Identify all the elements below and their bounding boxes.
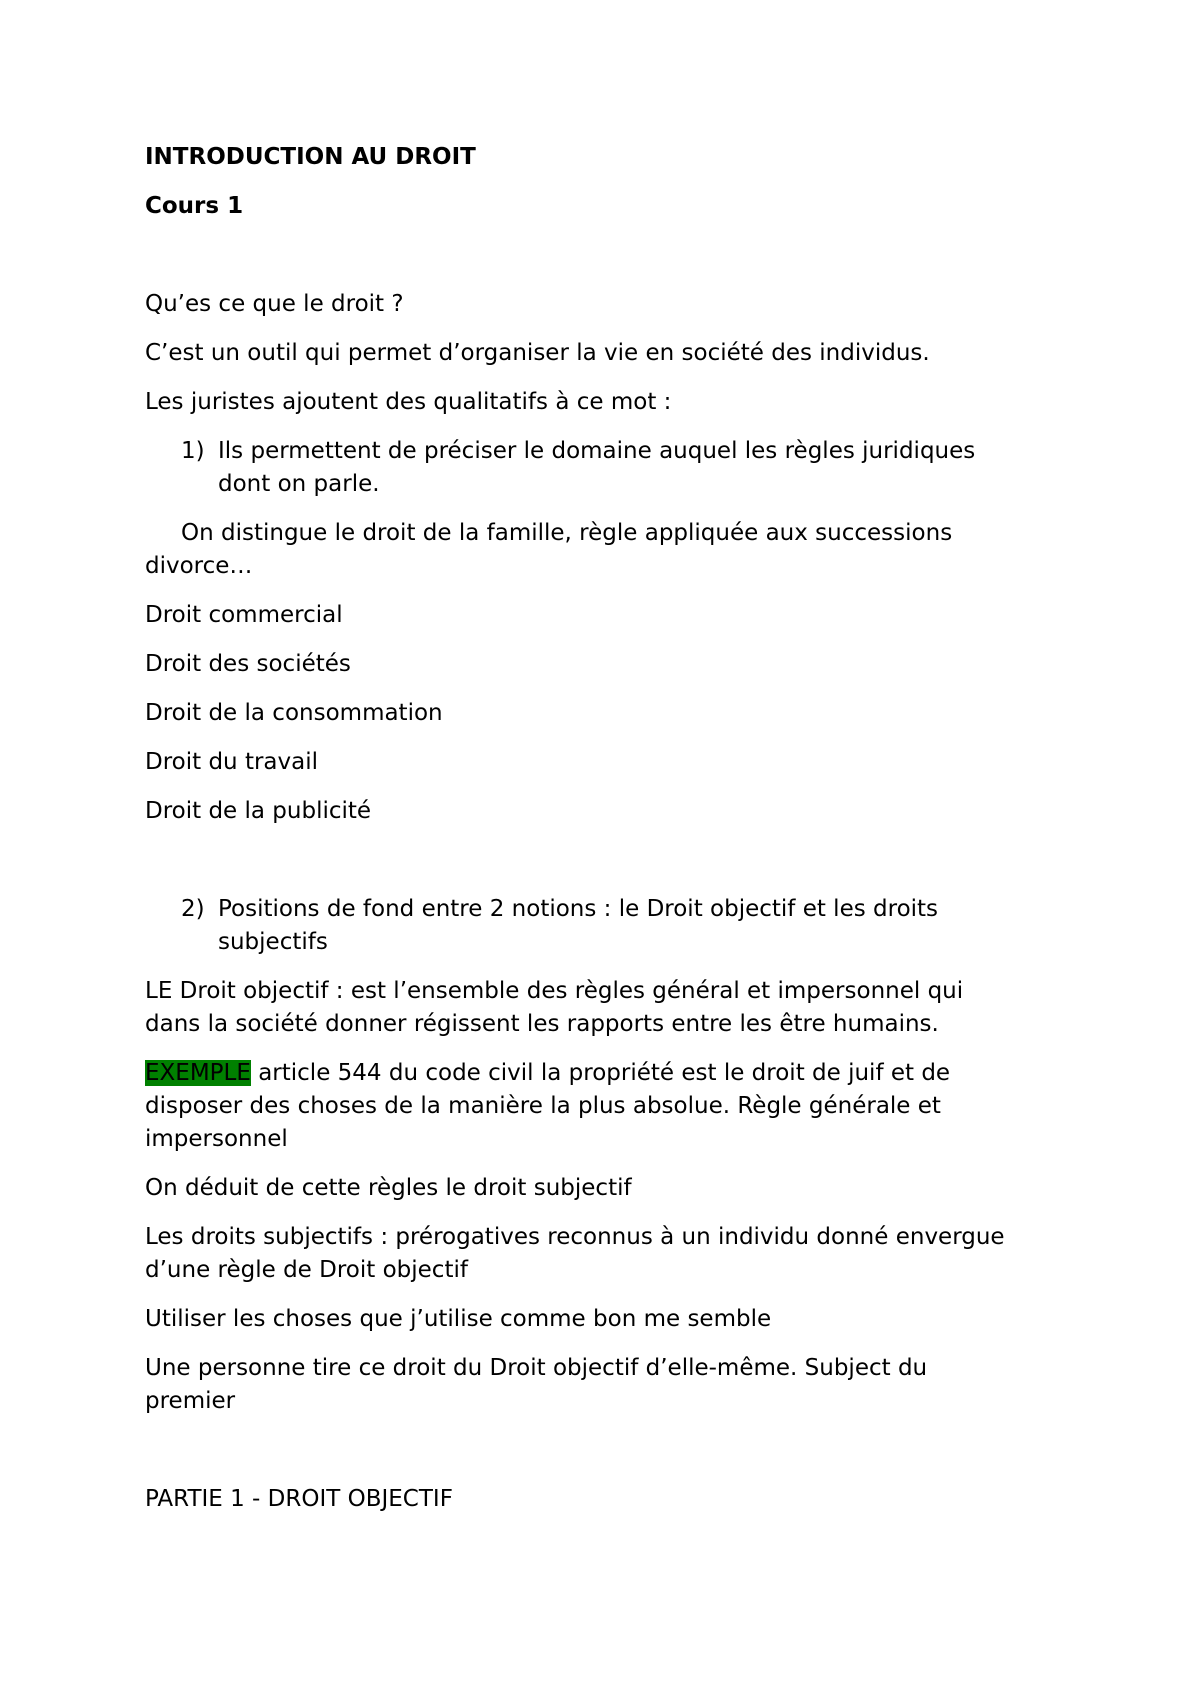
distinction-paragraph-line-1: On distingue le droit de la famille, règle appliquée aux successions [181, 520, 953, 546]
subjective-rights-paragraph-line-2: d’une règle de Droit objectif [145, 1257, 468, 1283]
list-number-1: 1) [181, 438, 205, 464]
example-paragraph-line-3: impersonnel [145, 1126, 288, 1152]
domain-item: Droit du travail [145, 749, 318, 775]
section-heading: PARTIE 1 - DROIT OBJECTIF [145, 1486, 453, 1512]
list-item-2-line-1: Positions de fond entre 2 notions : le Droit objectif et les droits [218, 896, 939, 922]
definition-paragraph: C’est un outil qui permet d’organiser la vie en société des individus. [145, 340, 930, 366]
example-highlight: EXEMPLE [145, 1060, 251, 1086]
document-subtitle: Cours 1 [145, 193, 244, 219]
objective-law-paragraph-line-1: LE Droit objectif : est l’ensemble des règles général et impersonnel qui [145, 978, 964, 1004]
example-text: article 544 du code civil la propriété est le droit de juif et de [250, 1060, 951, 1086]
example-paragraph-line-1 [145, 1057, 950, 1090]
person-paragraph-line-2: premier [145, 1388, 236, 1414]
list-item-2-line-2: subjectifs [218, 929, 328, 955]
qualifiers-paragraph: Les juristes ajoutent des qualitatifs à ce mot : [145, 389, 672, 415]
deduction-paragraph: On déduit de cette règles le droit subjectif [145, 1175, 632, 1201]
question-paragraph: Qu’es ce que le droit ? [145, 291, 404, 317]
list-number-2: 2) [181, 896, 205, 922]
list-item-1-line-1: Ils permettent de préciser le domaine auquel les règles juridiques [218, 438, 976, 464]
document-title: INTRODUCTION AU DROIT [145, 144, 476, 170]
example-paragraph-line-2: disposer des choses de la manière la plus absolue. Règle générale et [145, 1093, 941, 1119]
objective-law-paragraph-line-2: dans la société donner régissent les rapports entre les être humains. [145, 1011, 939, 1037]
domain-item: Droit commercial [145, 602, 343, 628]
distinction-paragraph-line-2: divorce… [145, 553, 253, 579]
subjective-rights-paragraph-line-1: Les droits subjectifs : prérogatives reconnus à un individu donné envergue [145, 1224, 1005, 1250]
domain-item: Droit de la publicité [145, 798, 372, 824]
usage-paragraph: Utiliser les choses que j’utilise comme bon me semble [145, 1306, 772, 1332]
list-item-1-line-2: dont on parle. [218, 471, 380, 497]
domain-item: Droit des sociétés [145, 651, 351, 677]
person-paragraph-line-1: Une personne tire ce droit du Droit objectif d’elle-même. Subject du [145, 1355, 928, 1381]
domain-item: Droit de la consommation [145, 700, 443, 726]
